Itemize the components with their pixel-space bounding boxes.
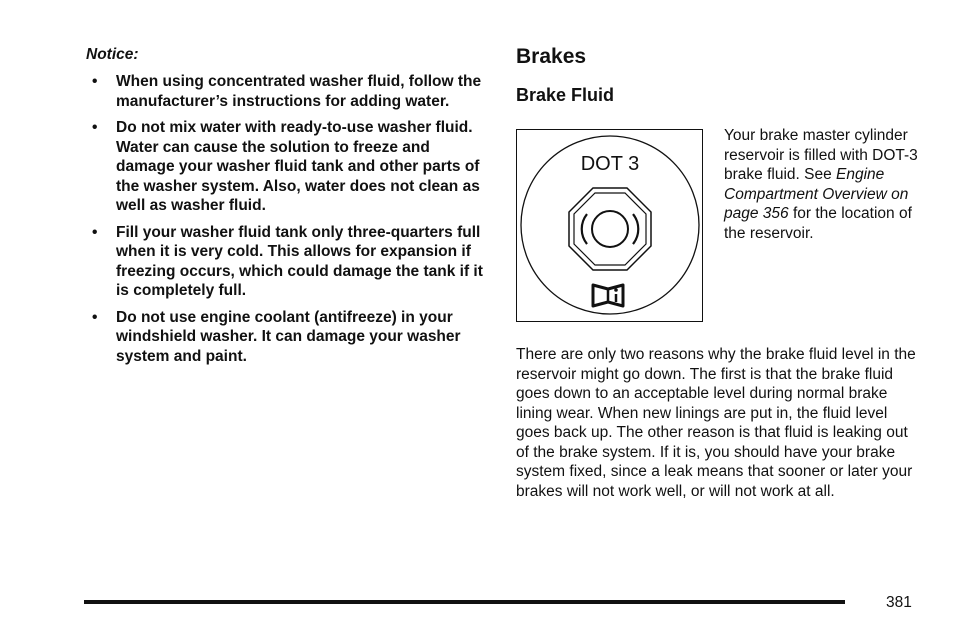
- notice-item: [92, 223, 488, 301]
- bullet-icon: •: [92, 119, 98, 136]
- notice-item: [92, 72, 488, 111]
- owner-manual-icon: [593, 285, 623, 306]
- footer-rule: [84, 600, 845, 604]
- section-subtitle: Brake Fluid: [516, 85, 615, 105]
- notice-item: [92, 308, 488, 367]
- brake-fluid-cap-figure: [516, 129, 703, 322]
- notice-item-text: Do not mix water with ready-to-use washer fluid. Water can cause the solution to freeze and damage your washer fluid tank and other parts of the washer system. Also, water does not clean as well as washer fluid.: [116, 119, 480, 214]
- notice-title: Notice:: [86, 46, 139, 63]
- intro-text-end: for the location of the reservoir.: [724, 205, 912, 242]
- cap-label: DOT 3: [580, 153, 640, 175]
- brake-warning-icon: [592, 211, 628, 247]
- notice-item-text: When using concentrated washer fluid, follow the manufacturer’s instructions for adding water.: [116, 73, 482, 110]
- notice-list: [92, 72, 488, 373]
- section-title: Brakes: [516, 45, 587, 68]
- page-number: 381: [886, 594, 912, 611]
- notice-item: [92, 118, 488, 216]
- brake-fluid-intro: [724, 126, 924, 243]
- bullet-icon: •: [92, 308, 98, 326]
- bullet-icon: •: [92, 73, 98, 90]
- notice-item-text: Do not use engine coolant (antifreeze) in your windshield washer. It can damage your washer system and paint.: [116, 308, 461, 365]
- intro-text: Your brake master cylinder reservoir is filled with DOT-3 brake fluid. See: [724, 127, 918, 183]
- page-reference-link[interactable]: Engine Compartment Overview on page 356: [724, 166, 909, 222]
- brake-fluid-cap-illustration: [517, 130, 702, 321]
- bullet-icon: •: [92, 223, 98, 241]
- notice-item-text: Fill your washer fluid tank only three-quarters full when it is very cold. This allows for expansion if freezing occurs, which could damage the tank if it is completely full.: [116, 223, 483, 299]
- brake-fluid-body: There are only two reasons why the brake fluid level in the reservoir might go down. The first is that the brake fluid goes down to an acceptable level during normal brake lining wear. When new linings are put in, the fluid level goes back up. The other reason is that fluid is leaking out of the brake system. If it is, you should have your brake system fixed, since a leak means that sooner or later your brakes will not work well, or will not work at all.: [516, 346, 916, 500]
